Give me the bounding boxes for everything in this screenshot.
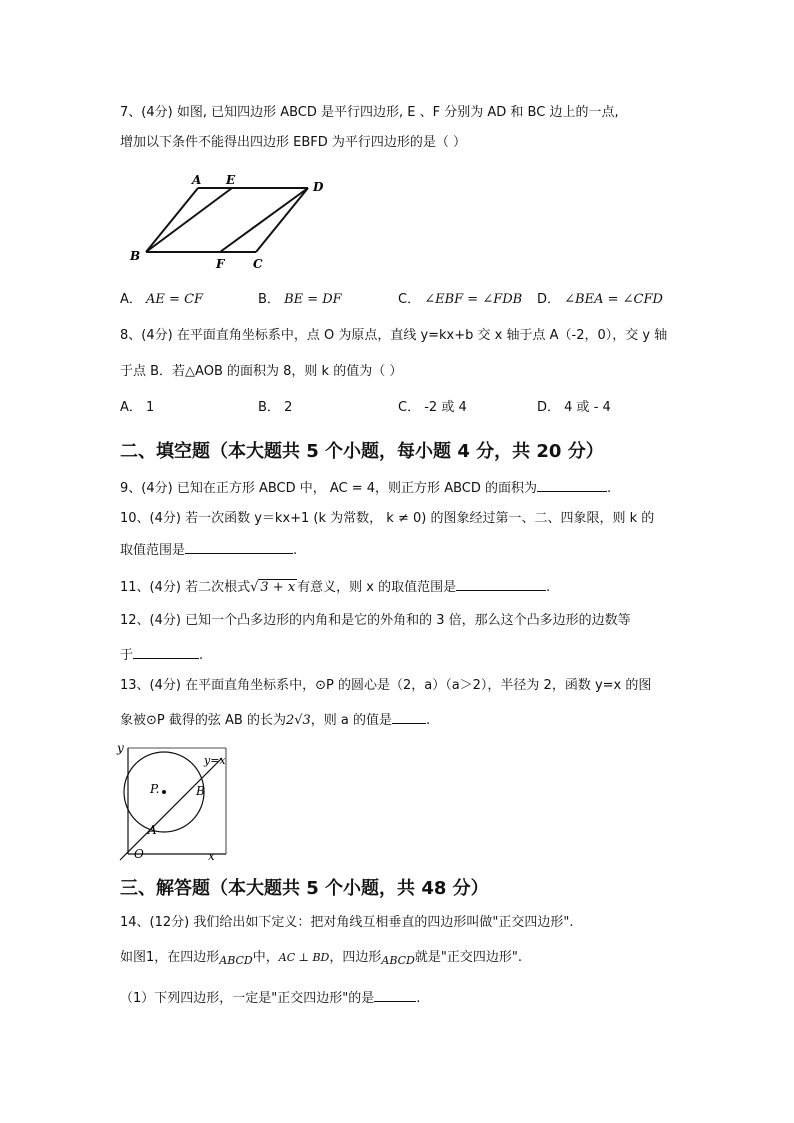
label-D: D xyxy=(313,180,324,194)
axis-label-x: x xyxy=(208,849,215,862)
q12-line2: 于 . xyxy=(120,644,203,666)
q7-parallelogram-figure xyxy=(120,168,340,273)
origin-label: O xyxy=(134,847,144,861)
q7-option-c: C． ∠EBF = ∠FDB xyxy=(398,292,523,307)
q7-line1: 7、(4分) 如图, 已知四边形 ABCD 是平行四边形, E 、F 分别为 AD 和 BC 边上的一点, xyxy=(120,105,619,120)
q13-line1: 13、(4分) 在平面直角坐标系中，⊙P 的圆心是（2，a）（a＞2），半径为 2，函数 y=x 的图 xyxy=(120,678,652,693)
label-A: A xyxy=(192,173,202,187)
q12-line1: 12、(4分) 已知一个凸多边形的内角和是它的外角和的 3 倍，那么这个凸多边形的边数等 xyxy=(120,613,631,628)
label-C: C xyxy=(253,257,263,271)
q14-sub1: （1）下列四边形，一定是"正交四边形"的是 . xyxy=(120,987,420,1009)
q13-line2: 象被⊙P 截得的弦 AB 的长为2√3，则 a 的值是 . xyxy=(120,709,430,731)
point-label-a: A xyxy=(148,823,157,837)
q11-line: 11、(4分) 若二次根式√ 3 + x 有意义，则 x 的取值范围是 . xyxy=(120,576,550,598)
q10-line1: 10、(4分) 若一次函数 y＝kx+1 (k 为常数， k ≠ 0) 的图象经过第一、二、四象限，则 k 的 xyxy=(120,511,655,526)
answer-blank xyxy=(133,644,199,659)
q8-line1: 8、(4分) 在平面直角坐标系中，点 O 为原点，直线 y=kx+b 交 x 轴于点 A（-2，0），交 y 轴 xyxy=(120,328,668,343)
label-E: E xyxy=(226,173,236,187)
q7-line2: 增加以下条件不能得出四边形 EBFD 为平行四边形的是（ ） xyxy=(120,135,467,150)
q8-option-c: C． -2 或 4 xyxy=(398,400,467,415)
q8-option-b: B． 2 xyxy=(258,400,293,415)
q14-line1: 14、(12分) 我们给出如下定义：把对角线互相垂直的四边形叫做"正交四边形". xyxy=(120,915,574,930)
section-heading-fill-in: 二、填空题（本大题共 5 个小题，每小题 4 分，共 20 分） xyxy=(120,441,604,462)
answer-blank xyxy=(374,987,416,1002)
answer-blank xyxy=(537,477,607,492)
q14-line2: 如图1，在四边形$_{ABCD}$中，AC ⊥ BD，四边形$_{ABCD}$就是"正交四边形". xyxy=(120,950,522,967)
q8-option-d: D． 4 或 - 4 xyxy=(537,400,611,415)
q10-line2: 取值范围是 . xyxy=(120,539,297,561)
center-label-p: P. xyxy=(150,782,160,796)
answer-blank xyxy=(456,576,546,591)
label-F: F xyxy=(216,257,225,271)
line-label-y-eq-x: y=x xyxy=(204,754,226,767)
q9-line: 9、(4分) 已知在正方形 ABCD 中， AC = 4，则正方形 ABCD 的面积为 . xyxy=(120,477,611,499)
q8-line2: 于点 B．若△AOB 的面积为 8，则 k 的值为（ ） xyxy=(120,364,403,379)
answer-blank xyxy=(185,539,293,554)
q7-option-b: B． BE = DF xyxy=(258,292,342,307)
radical-expression: √ 3 + x xyxy=(250,580,296,595)
axis-label-y: y xyxy=(117,741,124,755)
answer-blank xyxy=(392,709,426,724)
section-heading-solutions: 三、解答题（本大题共 5 个小题，共 48 分） xyxy=(120,878,489,899)
q8-option-a: A． 1 xyxy=(120,400,155,415)
q13-circle-figure xyxy=(114,740,234,862)
q7-option-a: A． AE = CF xyxy=(120,292,204,307)
point-label-b: B xyxy=(196,784,205,798)
label-B: B xyxy=(130,249,141,263)
q7-option-d: D． ∠BEA = ∠CFD xyxy=(537,292,663,307)
